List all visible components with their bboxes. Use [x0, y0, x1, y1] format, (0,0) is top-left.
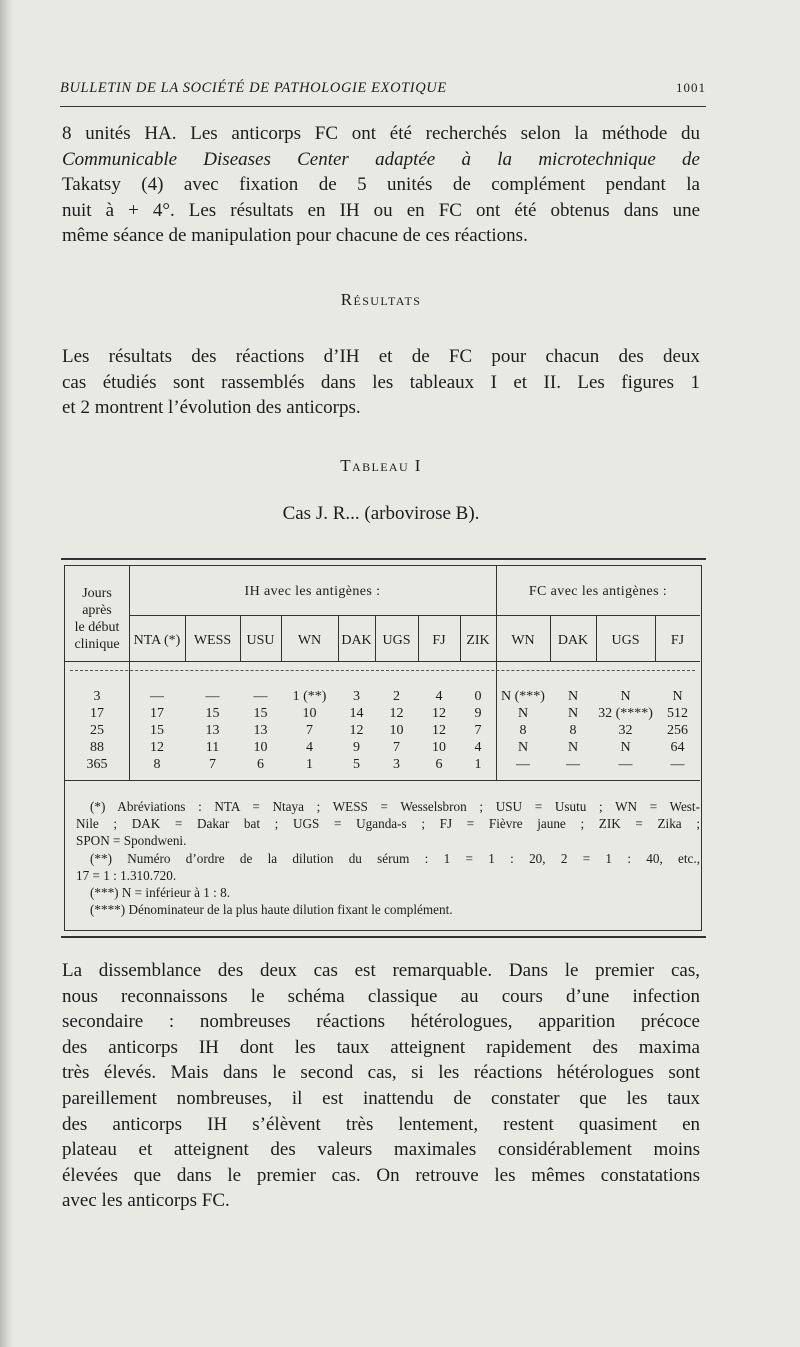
- table-subtitle: Cas J. R... (arbovirose B).: [282, 503, 480, 524]
- table-cell: 8: [569, 723, 577, 738]
- table-cell: 15: [253, 706, 268, 721]
- text-line: des anticorps IH dont les taux atteignent rapidement des maxima: [62, 1036, 700, 1058]
- col-header-ih-dak: DAK: [341, 633, 372, 648]
- text-line: élevées que dans le premier cas. On retrouve les mêmes constatations: [62, 1164, 700, 1186]
- text-line: plateau et atteignent des valeurs maximales considérablement moins: [62, 1139, 700, 1161]
- table-cell: 365: [86, 757, 108, 772]
- table-cell: 0: [474, 689, 482, 704]
- table-cell: 5: [353, 757, 360, 772]
- table-cell: 10: [389, 723, 404, 738]
- table-cell: 3: [93, 689, 101, 704]
- table-cell: 12: [432, 723, 446, 738]
- table-cell: 3: [393, 757, 400, 772]
- table-rule: [64, 661, 700, 662]
- col-header-fc-dak: DAK: [557, 633, 589, 648]
- table-cell: 9: [353, 740, 360, 755]
- text-line: et 2 montrent l’évolution des anticorps.: [62, 397, 361, 419]
- col-header-ih-ugs: UGS: [382, 633, 411, 648]
- col-ih-wess: [185, 688, 240, 773]
- table-cell: N: [567, 706, 579, 721]
- table-cell: N: [620, 740, 631, 755]
- table-cell: 12: [150, 740, 164, 755]
- section-title: Résultats: [340, 290, 422, 309]
- col-fc-dak: [550, 688, 596, 773]
- col-ih-usu: [240, 688, 281, 773]
- table-cell: N: [567, 689, 579, 704]
- footnote-line: 17 = 1 : 1.310.720.: [76, 867, 177, 883]
- table-cell: —: [618, 757, 633, 772]
- footnote-line: (****) Dénominateur de la plus haute dilution fixant le complément.: [90, 902, 453, 918]
- col-ih-zik: [460, 688, 496, 773]
- table-cell: 7: [209, 757, 216, 772]
- col-fc-wn: [496, 688, 550, 773]
- table-cell: 12: [389, 706, 404, 721]
- text-line: 8 unités HA. Les anticorps FC ont été recherchés selon la méthode du: [62, 123, 700, 144]
- header-line: clinique: [74, 637, 120, 652]
- table-rule: [64, 780, 700, 781]
- text-line: pareillement nombreuses, il est inattendu de constater que les taux: [62, 1087, 700, 1109]
- table-cell: 3: [353, 689, 360, 704]
- table-cell: 17: [90, 706, 104, 721]
- text-line: cas étudiés sont rassemblés dans les tableaux I et II. Les figures 1: [62, 371, 700, 393]
- table-cell: N: [517, 706, 529, 721]
- col-header-days: [66, 585, 128, 653]
- text-line: même séance de manipulation pour chacune de ces réactions.: [62, 225, 528, 247]
- table-cell: 4: [474, 740, 482, 755]
- col-fc-ugs: [596, 688, 655, 773]
- table-cell: 10: [302, 706, 317, 721]
- table-cell: 15: [150, 723, 164, 738]
- table-cell: 12: [432, 706, 446, 721]
- table-cell: 10: [253, 740, 268, 755]
- group-header-fc: FC avec les antigènes :: [528, 584, 668, 599]
- group-header-ih: IH avec les antigènes :: [244, 584, 381, 599]
- col-header-ih-fj: FJ: [432, 633, 446, 648]
- col-header-fc-ugs: UGS: [611, 633, 640, 648]
- table-cell: —: [516, 757, 530, 772]
- table-cell: —: [253, 689, 268, 704]
- text-line: secondaire : nombreuses réactions hétérologues, apparition précoce: [62, 1011, 700, 1033]
- table-cell: 4: [306, 740, 313, 755]
- footnote-line: SPON = Spondweni.: [76, 833, 187, 849]
- footnote-line: (**) Numéro d’ordre de la dilution du sérum : 1 = 1 : 20, 2 = 1 : 40, etc.,: [90, 850, 700, 866]
- col-header-ih-zik: ZIK: [466, 633, 490, 648]
- journal-title: BULLETIN DE LA SOCIÉTÉ DE PATHOLOGIE EXOTIQUE: [60, 80, 447, 96]
- col-ih-nta: [129, 688, 185, 773]
- table-cell: 2: [393, 689, 400, 704]
- footnote-line: Nile ; DAK = Dakar bat ; UGS = Uganda-s ; FJ = Fièvre jaune ; ZIK = Zika ;: [76, 816, 700, 832]
- table-cell: 14: [349, 706, 364, 721]
- table-cell: 6: [435, 757, 443, 772]
- col-header-ih-wess: WESS: [193, 633, 232, 648]
- col-fc-fj: [655, 688, 700, 773]
- header-rule: [60, 106, 706, 107]
- text-line: Takatsy (4) avec fixation de 5 unités de complément pendant la: [62, 174, 700, 196]
- table-cell: 10: [432, 740, 446, 755]
- col-header-fc-fj: FJ: [670, 633, 685, 648]
- col-ih-ugs: [375, 688, 418, 773]
- table-cell: 7: [474, 723, 482, 738]
- table-cell: 1: [474, 757, 482, 772]
- table-title: Tableau I: [340, 456, 422, 475]
- table-cell: N: [567, 740, 579, 755]
- table-cell: N: [620, 689, 631, 704]
- header-line: le début: [74, 620, 120, 635]
- running-header: [60, 80, 706, 97]
- col-header-ih-nta: NTA (*): [133, 633, 181, 648]
- table-cell: 15: [205, 706, 220, 721]
- table-cell: 17: [150, 706, 164, 721]
- table-cell: 13: [253, 723, 268, 738]
- text-line: nuit à + 4°. Les résultats en IH ou en FC ont été obtenus dans une: [62, 199, 700, 221]
- col-header-ih-usu: USU: [246, 633, 275, 648]
- table-cell: 256: [667, 723, 688, 738]
- col-ih-wn: [281, 688, 338, 773]
- table-cell: 1: [306, 757, 313, 772]
- footnote-line: (***) N = inférieur à 1 : 8.: [90, 885, 231, 901]
- table-rule: [70, 670, 695, 671]
- page-number: 1001: [676, 80, 706, 95]
- table-cell: 7: [393, 740, 400, 755]
- table-cell: 6: [257, 757, 264, 772]
- table-cell: 8: [519, 723, 527, 738]
- table-cell: 32 (****): [598, 706, 653, 721]
- page-binding-shadow: [0, 0, 14, 1347]
- table-cell: 4: [435, 689, 443, 704]
- table-cell: 32: [618, 723, 633, 738]
- table-cell: 13: [205, 723, 220, 738]
- paragraph-discussion: [62, 958, 700, 1214]
- table-cell: 25: [90, 723, 104, 738]
- table-footnotes: [76, 798, 700, 918]
- table-cell: —: [150, 689, 164, 704]
- text-line: Communicable Diseases Center adaptée à la microtechnique de: [62, 148, 700, 170]
- table-cell: N: [517, 740, 529, 755]
- col-days: [66, 688, 128, 773]
- header-line: après: [82, 603, 112, 618]
- table-cell: 11: [205, 740, 220, 755]
- text-line: La dissemblance des deux cas est remarquable. Dans le premier cas,: [62, 960, 700, 981]
- table-cell: N: [672, 689, 683, 704]
- header-line: Jours: [82, 586, 112, 601]
- col-ih-fj: [418, 688, 460, 773]
- table-cell: 64: [670, 740, 685, 755]
- footnote-line: (*) Abréviations : NTA = Ntaya ; WESS = Wesselsbron ; USU = Usutu ; WN = West-: [90, 799, 700, 814]
- text-line: très élevés. Mais dans le second cas, si les réactions hétérologues sont: [62, 1062, 700, 1084]
- text-line: des anticorps IH s’élèvent très lentement, restent quasiment en: [62, 1113, 700, 1135]
- table-cell: 9: [474, 706, 482, 721]
- text-line: nous reconnaissons le schéma classique au cours d’une infection: [62, 985, 700, 1007]
- col-ih-dak: [338, 688, 375, 773]
- table-cell: N (***): [501, 689, 545, 704]
- table-cell: 8: [153, 757, 161, 772]
- table-rule: [129, 615, 700, 616]
- table-cell: 7: [306, 723, 313, 738]
- text-line: avec les anticorps FC.: [62, 1190, 230, 1212]
- col-header-fc-wn: WN: [511, 633, 535, 648]
- table-cell: —: [566, 757, 580, 772]
- col-header-ih-wn: WN: [297, 633, 322, 648]
- table-cell: —: [670, 757, 685, 772]
- paragraph-methods: [62, 121, 700, 249]
- table-cell: 1 (**): [292, 689, 327, 704]
- table-cell: 88: [90, 740, 104, 755]
- text-line: Les résultats des réactions d’IH et de FC pour chacun des deux: [62, 346, 700, 367]
- table-cell: 512: [667, 706, 688, 721]
- paragraph-results: [62, 344, 700, 421]
- table-cell: 12: [349, 723, 364, 738]
- table-cell: —: [205, 689, 220, 704]
